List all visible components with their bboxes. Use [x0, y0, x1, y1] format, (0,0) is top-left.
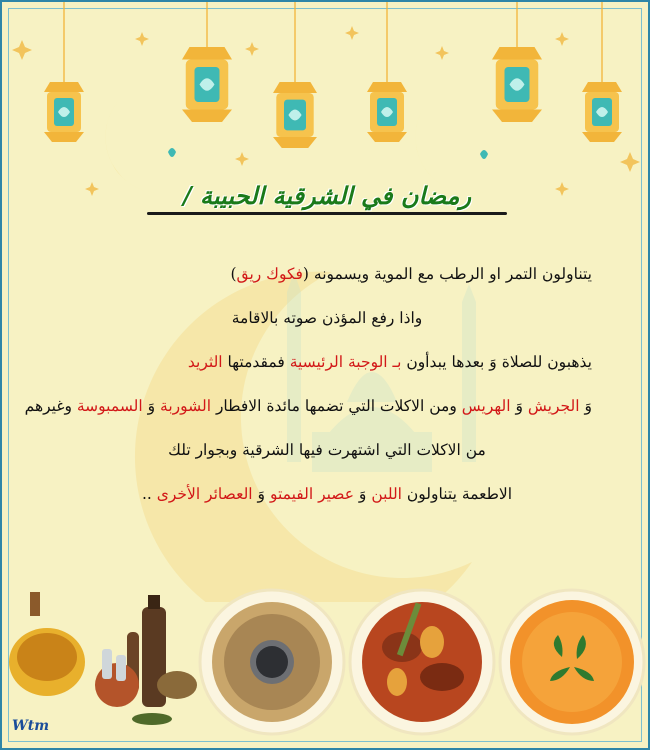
- signature: Wtm: [12, 718, 50, 734]
- lantern-icon: [367, 82, 407, 142]
- highlighted-term: العصائر الأخرى: [156, 485, 253, 503]
- lentil-soup: [500, 590, 644, 734]
- highlighted-term: عصير الفيمتو: [269, 485, 354, 503]
- lantern-icon: [182, 47, 232, 122]
- highlighted-term: الجريش: [527, 397, 580, 415]
- thareed-dish: [200, 590, 344, 734]
- line-text: يذهبون للصلاة وَ بعدها يبدأون: [401, 353, 592, 371]
- line-text: واذا رفع المؤذن صوته بالاقامة: [231, 309, 423, 327]
- line-text: من الاكلات التي اشتهرت فيها الشرقية وبجوار تلك: [168, 441, 486, 459]
- paragraph-line: [62, 472, 592, 516]
- highlighted-term: الهريس: [461, 397, 511, 415]
- lantern-icon: [44, 82, 84, 142]
- lantern-icon: [582, 82, 622, 142]
- cooking-pot-with-spices: [9, 592, 197, 725]
- line-text: ): [230, 265, 237, 283]
- line-text: ..: [141, 485, 157, 503]
- jareesh-with-meat: [350, 590, 494, 734]
- paragraph-line: [62, 252, 592, 296]
- paragraph-line: [24, 384, 592, 428]
- paragraph-line: [62, 340, 592, 384]
- body-paragraph: [24, 252, 592, 516]
- line-text: وَ: [579, 397, 592, 415]
- page-title: رمضان في الشرقية الحبيبة /: [182, 181, 472, 210]
- highlighted-term: الثريد: [187, 353, 223, 371]
- line-text: وَ: [354, 485, 372, 503]
- line-text: وَ: [142, 397, 161, 415]
- lantern-icon: [273, 82, 317, 148]
- line-text: وَ: [252, 485, 270, 503]
- line-text: وغيرهم: [24, 397, 77, 415]
- highlighted-term: بـ الوجبة الرئيسية: [289, 353, 402, 371]
- line-text: وَ: [510, 397, 528, 415]
- line-text: يتناولون التمر او الرطب مع الموية ويسمونه (: [302, 265, 592, 283]
- paragraph-line: [62, 296, 592, 340]
- highlighted-term: الشوربة: [160, 397, 212, 415]
- highlighted-term: فكوك ريق: [236, 265, 303, 283]
- food-images-row: [2, 587, 650, 750]
- highlighted-term: السمبوسة: [76, 397, 143, 415]
- star-icons: [12, 26, 640, 196]
- line-text: ومن الاكلات التي تضمها مائدة الافطار: [211, 397, 462, 415]
- line-text: الاطعمة يتناولون: [401, 485, 513, 503]
- highlighted-term: اللبن: [371, 485, 402, 503]
- lantern-icon: [492, 47, 542, 122]
- paragraph-line: [62, 428, 592, 472]
- title-underline: [147, 212, 507, 215]
- line-text: فمقدمتها: [222, 353, 290, 371]
